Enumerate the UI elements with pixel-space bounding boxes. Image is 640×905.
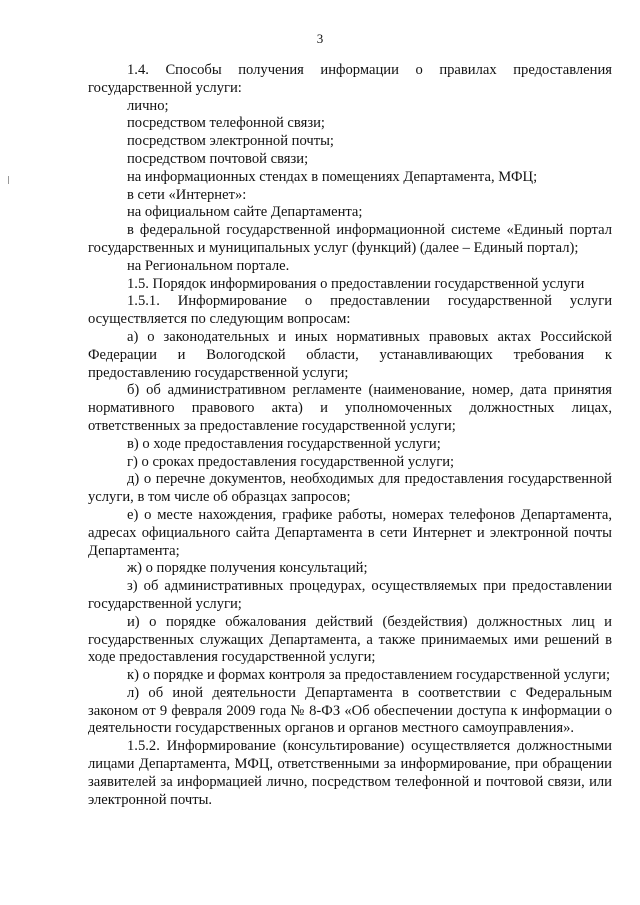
scan-mark bbox=[8, 176, 9, 184]
page-number: 3 bbox=[316, 31, 324, 46]
list-item-z: з) об административных процедурах, осуществляемых при предоставлении государственной услуги; bbox=[88, 578, 612, 612]
list-item-official-site: на официальном сайте Департамента; bbox=[127, 204, 363, 221]
list-item-g: г) о сроках предоставления государственной услуги; bbox=[127, 453, 455, 470]
list-item-stands: на информационных стендах в помещениях Департамента, МФЦ; bbox=[127, 168, 538, 185]
list-item-l: л) об иной деятельности Департамента в соответствии с Федеральным законом от 9 февраля 2009 года № 8-ФЗ «Об обеспечении доступа к информации о деятельности государственных органов и органов местного самоуправления». bbox=[88, 684, 612, 737]
list-item-i: и) о порядке обжалования действий (бездействия) должностных лиц и государственных служащих Департамента, а также принимаемых ими решений в ходе предоставления государственной услуги; bbox=[88, 613, 612, 666]
list-item-internet: в сети «Интернет»: bbox=[127, 186, 247, 203]
list-item-v: в) о ходе предоставления государственной услуги; bbox=[127, 435, 441, 452]
list-item-email: посредством электронной почты; bbox=[127, 133, 334, 150]
list-item-telephone: посредством телефонной связи; bbox=[127, 115, 325, 132]
list-item-post: посредством почтовой связи; bbox=[127, 150, 309, 167]
document-body bbox=[88, 62, 612, 809]
list-item-lichno: лично; bbox=[127, 97, 169, 114]
list-item-b: б) об административном регламенте (наименование, номер, дата принятия нормативного правового акта) и уполномоченных должностных лицах, ответственных за предоставление государственной услуги; bbox=[88, 382, 612, 434]
paragraph-1-5: 1.5. Порядок информирования о предоставлении государственной услуги bbox=[127, 275, 585, 292]
list-item-regional-portal: на Региональном портале. bbox=[127, 257, 290, 274]
list-item-unified-portal: в федеральной государственной информационной системе «Единый портал государственных и муниципальных услуг (функций) (далее – Единый портал); bbox=[88, 222, 612, 256]
paragraph-1-4: 1.4. Способы получения информации о правилах предоставления государственной услуги: bbox=[88, 62, 612, 96]
list-item-e: е) о месте нахождения, графике работы, номерах телефонов Департамента, адресах официального сайта Департамента в сети Интернет и электронной почты Департамента; bbox=[88, 506, 612, 559]
list-item-zh: ж) о порядке получения консультаций; bbox=[127, 560, 368, 577]
list-item-a: а) о законодательных и иных нормативных правовых актах Российской Федерации и Вологодской области, устанавливающих требования к предоставлению государственной услуги; bbox=[88, 328, 612, 381]
list-item-d: д) о перечне документов, необходимых для предоставления государственной услуги, в том числе об образцах запросов; bbox=[88, 471, 612, 506]
paragraph-1-5-2: 1.5.2. Информирование (консультирование) осуществляется должностными лицами Департамента, МФЦ, ответственными за информирование, при обращении заявителей за информацией лично, посредством телефонной и почтовой связи, или электронной почты. bbox=[88, 738, 612, 808]
paragraph-1-5-1: 1.5.1. Информирование о предоставлении государственной услуги осуществляется по следующим вопросам: bbox=[88, 293, 612, 328]
list-item-k: к) о порядке и формах контроля за предоставлением государственной услуги; bbox=[127, 667, 611, 684]
